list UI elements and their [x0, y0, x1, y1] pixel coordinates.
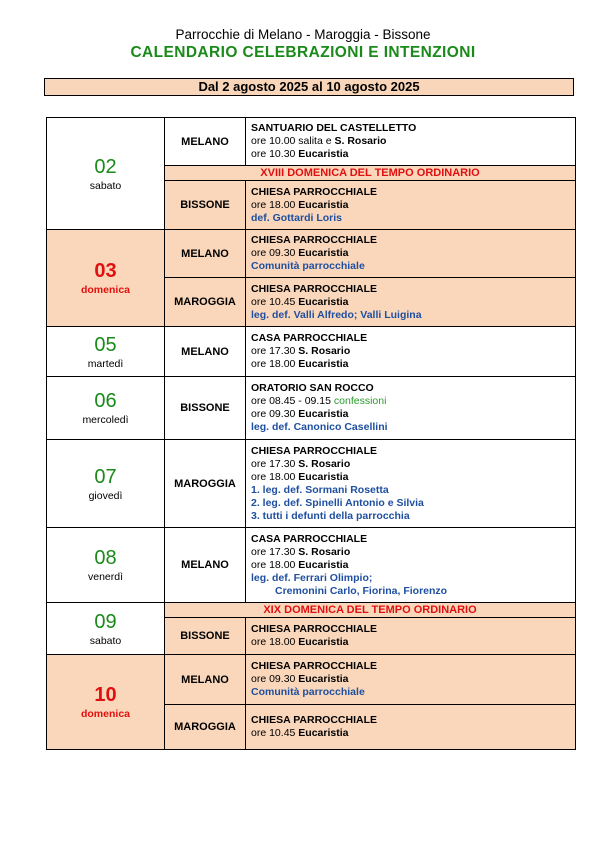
event-text: S. Rosario [298, 457, 351, 470]
time-text: ore 18.00 [251, 198, 299, 211]
day-name: martedì [87, 357, 124, 370]
event-text: Eucaristia [298, 727, 349, 739]
day-name: domenica [80, 708, 130, 720]
time-text: ore 10.45 [251, 727, 299, 739]
location-cell: MAROGGIA [165, 705, 246, 750]
day-name: giovedì [88, 489, 123, 502]
location-cell: BISSONE [165, 181, 246, 230]
time-text: ore 09.30 [251, 408, 299, 420]
location-cell: BISSONE [165, 377, 246, 440]
place-name: CHIESA PARROCCHIALE [251, 282, 378, 295]
entry-detail [246, 327, 576, 377]
entry-detail [246, 528, 576, 603]
day-number: 03 [94, 260, 117, 282]
intention-text: 3. tutti i defunti della parrocchia [251, 509, 410, 522]
time-text: ore 10.45 [251, 295, 299, 308]
day-name: venerdì [87, 571, 124, 583]
entry-detail [246, 118, 576, 166]
time-text: ore 10.30 [251, 148, 299, 160]
event-text: Eucaristia [298, 198, 349, 211]
day-cell-07 [47, 440, 165, 528]
day-name: domenica [80, 284, 130, 296]
day-number: 08 [94, 547, 117, 569]
entry-detail [246, 181, 576, 230]
table-row [47, 377, 576, 440]
time-text: ore 08.45 - 09.15 [251, 395, 334, 407]
time-text: ore 09.30 [251, 247, 299, 259]
time-text: ore 18.00 [251, 636, 299, 648]
place-name: CASA PARROCCHIALE [251, 532, 368, 545]
intention-text: Comunità parrocchiale [251, 260, 365, 272]
parishes-header: Parrocchie di Melano - Maroggia - Bissone [175, 27, 431, 42]
calendar-table [46, 117, 576, 750]
entry-detail [246, 230, 576, 278]
event-text: S. Rosario [298, 545, 351, 558]
entry-detail [246, 655, 576, 705]
event-text: Eucaristia [298, 247, 349, 259]
date-range-bar: Dal 2 agosto 2025 al 10 agosto 2025 [44, 78, 574, 96]
location-cell: MELANO [165, 327, 246, 377]
entry-detail [246, 705, 576, 750]
place-name: SANTUARIO DEL CASTELLETTO [251, 122, 417, 134]
table-row [47, 528, 576, 603]
place-name: CHIESA PARROCCHIALE [251, 444, 378, 457]
intention-text: leg. def. Valli Alfredo; Valli Luigina [251, 308, 422, 321]
day-number: 06 [94, 390, 117, 412]
time-text: ore 18.00 [251, 358, 299, 370]
day-name: mercoledì [82, 414, 129, 426]
day-cell-09 [47, 603, 165, 655]
day-name: sabato [89, 634, 122, 647]
event-text: S. Rosario [298, 345, 351, 357]
day-cell-08 [47, 528, 165, 603]
place-name: CHIESA PARROCCHIALE [251, 714, 378, 726]
table-row [47, 440, 576, 528]
event-text: Eucaristia [298, 148, 349, 160]
day-number: 07 [94, 465, 117, 488]
table-row [47, 230, 576, 278]
day-number: 05 [94, 333, 117, 356]
location-cell: MAROGGIA [165, 440, 246, 528]
place-name: CHIESA PARROCCHIALE [251, 623, 378, 635]
calendar-title: CALENDARIO CELEBRAZIONI E INTENZIONI [130, 44, 476, 61]
feast-banner: XIX DOMENICA DEL TEMPO ORDINARIO [165, 603, 576, 618]
place-name: CHIESA PARROCCHIALE [251, 185, 378, 198]
time-text: ore 18.00 [251, 558, 299, 571]
entry-detail [246, 440, 576, 528]
time-text: ore 17.30 [251, 345, 299, 357]
intention-text: Cremonini Carlo, Fiorina, Fiorenzo [275, 584, 448, 597]
day-cell-05 [47, 327, 165, 377]
location-cell: MELANO [165, 528, 246, 603]
entry-detail [246, 278, 576, 327]
place-name: CHIESA PARROCCHIALE [251, 660, 378, 672]
entry-detail [246, 618, 576, 655]
event-text: Eucaristia [298, 636, 349, 648]
time-text: ore 17.30 [251, 457, 299, 470]
event-text: Eucaristia [298, 295, 349, 308]
day-cell-10 [47, 655, 165, 750]
day-number: 09 [94, 610, 117, 633]
intention-text: 2. leg. def. Spinelli Antonio e Silvia [251, 496, 424, 509]
location-cell: BISSONE [165, 618, 246, 655]
day-cell-06 [47, 377, 165, 440]
location-cell: MELANO [165, 655, 246, 705]
time-text: ore 09.30 [251, 673, 299, 685]
intention-text: leg. def. Ferrari Olimpio; [251, 571, 373, 584]
time-text: ore 18.00 [251, 470, 299, 483]
location-cell: MAROGGIA [165, 278, 246, 327]
day-number: 02 [94, 155, 117, 178]
time-text: ore 10.00 salita e [251, 135, 335, 147]
entry-detail [246, 377, 576, 440]
event-text: Eucaristia [298, 558, 349, 571]
feast-banner: XVIII DOMENICA DEL TEMPO ORDINARIO [165, 166, 576, 181]
event-text: Eucaristia [298, 408, 349, 420]
event-text: Eucaristia [298, 673, 349, 685]
day-name: sabato [89, 179, 122, 192]
table-row [47, 118, 576, 166]
time-text: ore 17.30 [251, 545, 299, 558]
table-row [47, 603, 576, 618]
location-cell: MELANO [165, 118, 246, 166]
event-text: Eucaristia [298, 470, 349, 483]
intention-text: 1. leg. def. Sormani Rosetta [251, 483, 389, 496]
location-cell: MELANO [165, 230, 246, 278]
day-cell-02 [47, 118, 165, 230]
day-cell-03 [47, 230, 165, 327]
intention-text: def. Gottardi Loris [251, 211, 343, 224]
table-row [47, 655, 576, 705]
confession-text: confessioni [333, 395, 387, 407]
intention-text: leg. def. Canonico Casellini [251, 421, 388, 433]
event-text: Eucaristia [298, 358, 349, 370]
place-name: CHIESA PARROCCHIALE [251, 234, 378, 246]
place-name: ORATORIO SAN ROCCO [251, 382, 374, 394]
day-number: 10 [94, 684, 117, 706]
table-row [47, 327, 576, 377]
place-name: CASA PARROCCHIALE [251, 332, 368, 344]
intention-text: Comunità parrocchiale [251, 686, 365, 698]
event-text: S. Rosario [334, 135, 387, 147]
